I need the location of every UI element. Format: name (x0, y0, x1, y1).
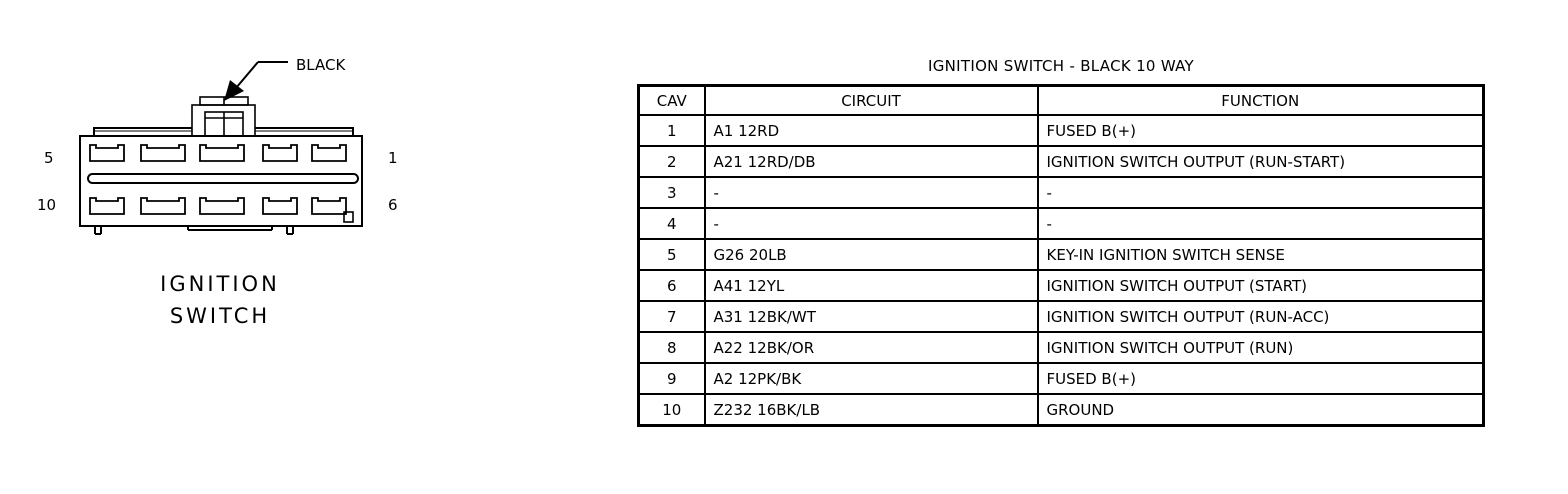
cell-cav: 5 (639, 239, 705, 270)
cell-function: IGNITION SWITCH OUTPUT (RUN-START) (1038, 146, 1484, 177)
cell-cav: 1 (639, 115, 705, 146)
pinout-table (637, 84, 1485, 427)
terminal-cavities-top (90, 145, 346, 161)
color-leader-arrow (224, 62, 288, 101)
component-name-line2: SWITCH (169, 304, 271, 328)
cell-function: FUSED B(+) (1038, 363, 1484, 394)
table-row (639, 394, 1484, 426)
table-row (639, 239, 1484, 270)
table-title: IGNITION SWITCH - BLACK 10 WAY (927, 57, 1195, 75)
cell-circuit: - (705, 208, 1038, 239)
cell-cav: 7 (639, 301, 705, 332)
connector-drawing (0, 0, 620, 494)
table-row (639, 146, 1484, 177)
connector-diagram (0, 0, 620, 494)
table-row (639, 363, 1484, 394)
cell-function: IGNITION SWITCH OUTPUT (RUN) (1038, 332, 1484, 363)
cell-function: - (1038, 208, 1484, 239)
cell-cav: 9 (639, 363, 705, 394)
pin-label-1: 1 (388, 149, 398, 167)
table-row (639, 115, 1484, 146)
connector-latch (192, 97, 255, 136)
cell-function: IGNITION SWITCH OUTPUT (RUN-ACC) (1038, 301, 1484, 332)
terminal-cavities-bottom (90, 198, 346, 214)
cell-circuit: A22 12BK/OR (705, 332, 1038, 363)
cell-circuit: Z232 16BK/LB (705, 394, 1038, 426)
cell-circuit: A31 12BK/WT (705, 301, 1038, 332)
table-row (639, 301, 1484, 332)
cell-cav: 3 (639, 177, 705, 208)
connector-body (80, 128, 362, 234)
header-cav: CAV (639, 86, 705, 116)
pin-label-10: 10 (37, 196, 57, 214)
table-row (639, 208, 1484, 239)
color-label: BLACK (296, 56, 346, 74)
component-name-line1: IGNITION (160, 272, 280, 296)
table-row (639, 270, 1484, 301)
cell-circuit: - (705, 177, 1038, 208)
table-header-row (639, 86, 1484, 116)
cell-function: FUSED B(+) (1038, 115, 1484, 146)
cell-function: GROUND (1038, 394, 1484, 426)
table-row (639, 332, 1484, 363)
pin-label-5: 5 (44, 149, 54, 167)
cell-function: IGNITION SWITCH OUTPUT (START) (1038, 270, 1484, 301)
header-circuit: CIRCUIT (705, 86, 1038, 116)
cell-function: KEY-IN IGNITION SWITCH SENSE (1038, 239, 1484, 270)
cell-function: - (1038, 177, 1484, 208)
cell-circuit: A2 12PK/BK (705, 363, 1038, 394)
cell-cav: 6 (639, 270, 705, 301)
header-function: FUNCTION (1038, 86, 1484, 116)
table-row (639, 177, 1484, 208)
cell-cav: 2 (639, 146, 705, 177)
cell-cav: 4 (639, 208, 705, 239)
pin-label-6: 6 (388, 196, 398, 214)
cell-circuit: A41 12YL (705, 270, 1038, 301)
cell-circuit: A1 12RD (705, 115, 1038, 146)
cell-cav: 10 (639, 394, 705, 426)
cell-circuit: G26 20LB (705, 239, 1038, 270)
cell-cav: 8 (639, 332, 705, 363)
cell-circuit: A21 12RD/DB (705, 146, 1038, 177)
